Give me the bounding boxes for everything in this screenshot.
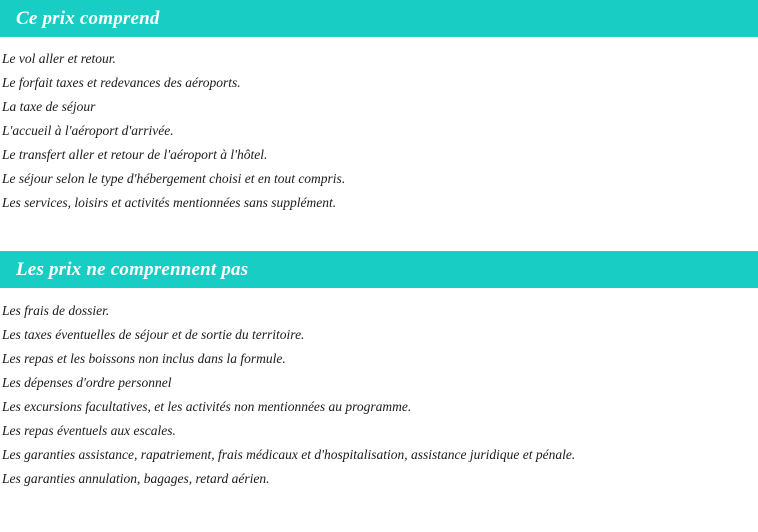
list-item: Les garanties assistance, rapatriement, frais médicaux et d'hospitalisation, assistance juridique et pénale. [2, 447, 576, 462]
list-item: Les repas éventuels aux escales. [2, 423, 176, 438]
section-included [0, 0, 758, 215]
list-item: Les dépenses d'ordre personnel [2, 375, 172, 390]
list-item: Les garanties annulation, bagages, retard aérien. [2, 471, 270, 486]
section-excluded-header [0, 251, 758, 288]
section-spacer [0, 215, 758, 251]
list-item: Les frais de dossier. [2, 303, 110, 318]
section-excluded-body [0, 288, 758, 491]
list-item: Le vol aller et retour. [2, 51, 116, 66]
list-item: Les services, loisirs et activités mentionnées sans supplément. [2, 195, 337, 210]
list-item: L'accueil à l'aéroport d'arrivée. [2, 123, 174, 138]
list-item: Le séjour selon le type d'hébergement choisi et en tout compris. [2, 171, 346, 186]
section-included-title: Ce prix comprend [16, 8, 160, 29]
list-item: Les taxes éventuelles de séjour et de sortie du territoire. [2, 327, 305, 342]
list-item: La taxe de séjour [2, 99, 96, 114]
section-excluded [0, 251, 758, 491]
section-excluded-title: Les prix ne comprennent pas [16, 259, 249, 280]
section-included-header [0, 0, 758, 37]
section-included-body [0, 37, 758, 215]
list-item: Le transfert aller et retour de l'aéroport à l'hôtel. [2, 147, 268, 162]
list-item: Les excursions facultatives, et les activités non mentionnées au programme. [2, 399, 412, 414]
list-item: Le forfait taxes et redevances des aéroports. [2, 75, 241, 90]
list-item: Les repas et les boissons non inclus dans la formule. [2, 351, 286, 366]
